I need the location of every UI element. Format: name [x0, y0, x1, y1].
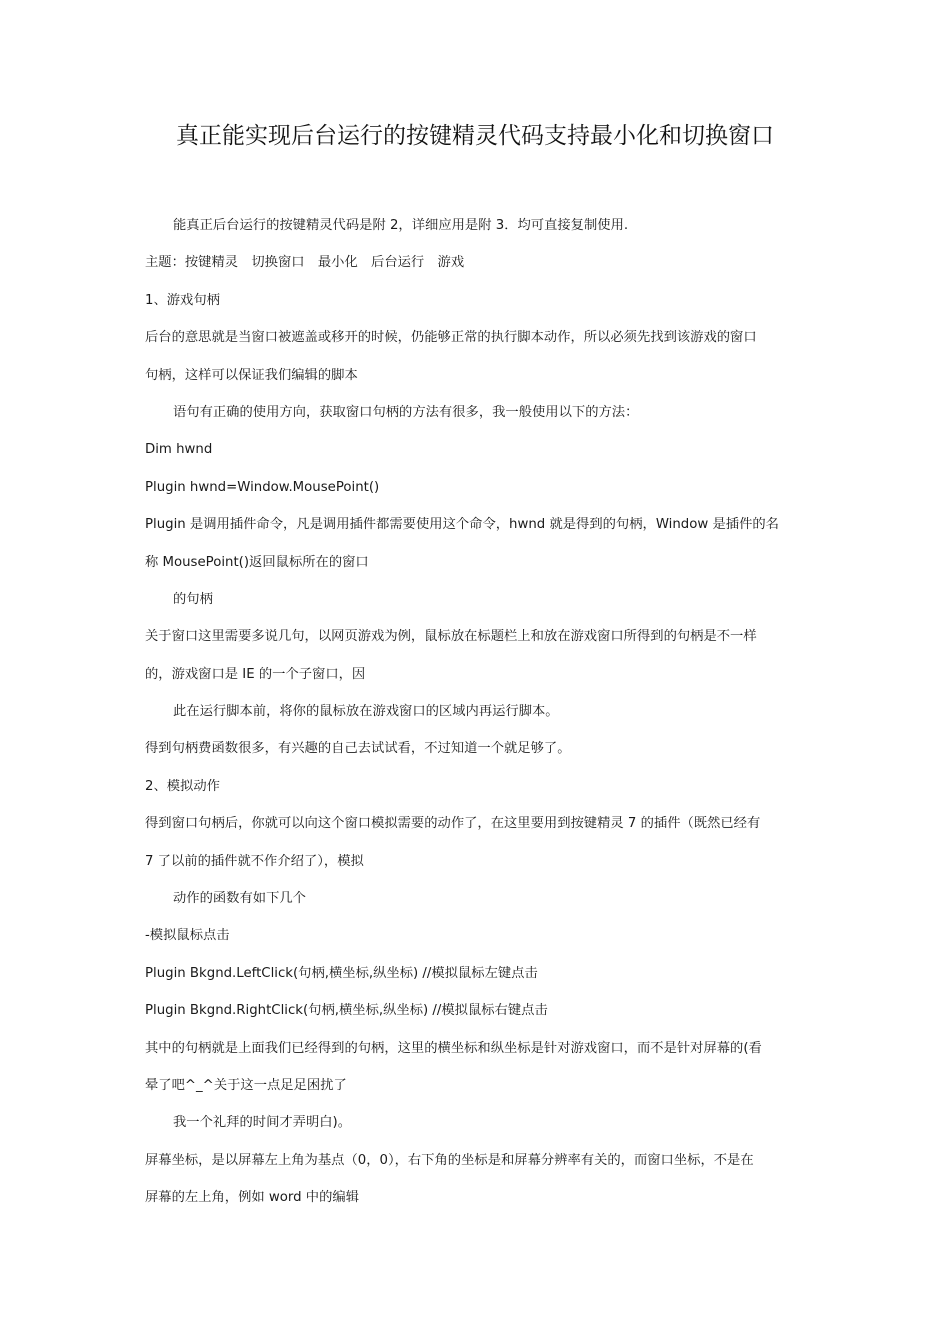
- body-text-line: 句柄，这样可以保证我们编辑的脚本: [145, 367, 358, 383]
- body-text-line: 动作的函数有如下几个: [173, 891, 306, 907]
- body-text-line: 称 MousePoint()返回鼠标所在的窗口: [145, 554, 369, 570]
- body-text-line: -模拟鼠标点击: [145, 928, 230, 944]
- body-text-line: Plugin hwnd=Window.MousePoint(): [145, 479, 380, 495]
- body-text-line: 能真正后台运行的按键精灵代码是附 2，详细应用是附 3．均可直接复制使用.: [173, 218, 629, 233]
- body-text-line: 关于窗口这里需要多说几句，以网页游戏为例，鼠标放在标题栏上和放在游戏窗口所得到的句柄是不一样: [145, 629, 757, 645]
- body-text-line: 主题：按键精灵 切换窗口 最小化 后台运行 游戏: [145, 255, 465, 271]
- body-text-line: Plugin Bkgnd.RightClick(句柄,横坐标,纵坐标) //模拟鼠标右键点击: [145, 1003, 548, 1019]
- body-text-line: 我一个礼拜的时间才弄明白)。: [173, 1115, 352, 1131]
- body-text-line: 晕了吧^_^关于这一点足足困扰了: [145, 1077, 347, 1093]
- body-text-line: 屏幕的左上角，例如 word 中的编辑: [145, 1190, 359, 1206]
- document-body: [145, 207, 813, 1217]
- body-text-line: Plugin 是调用插件命令，凡是调用插件都需要使用这个命令，hwnd 就是得到的句柄，Window 是插件的名: [145, 517, 779, 533]
- body-text-line: 7 了以前的插件就不作介绍了），模拟: [145, 853, 364, 869]
- body-text-line: 的句柄: [173, 591, 213, 607]
- body-text-line: 其中的句柄就是上面我们已经得到的句柄，这里的横坐标和纵坐标是针对游戏窗口，而不是针对屏幕的(看: [145, 1040, 762, 1056]
- body-text-line: 语句有正确的使用方向，获取窗口句柄的方法有很多，我一般使用以下的方法：: [173, 404, 639, 420]
- body-text-line: 得到窗口句柄后，你就可以向这个窗口模拟需要的动作了，在这里要用到按键精灵 7 的插件（既然已经有: [145, 816, 761, 832]
- body-text-line: 1、游戏句柄: [145, 292, 220, 308]
- body-text-line: 此在运行脚本前，将你的鼠标放在游戏窗口的区域内再运行脚本。: [173, 704, 559, 720]
- body-text-line: 得到句柄费函数很多，有兴趣的自己去试试看，不过知道一个就足够了。: [145, 741, 571, 757]
- body-text-line: 的，游戏窗口是 IE 的一个子窗口，因: [145, 666, 366, 682]
- body-text-line: Dim hwnd: [145, 442, 213, 458]
- document-title: 真正能实现后台运行的按键精灵代码支持最小化和切换窗口: [176, 123, 774, 149]
- body-text-line: 后台的意思就是当窗口被遮盖或移开的时候，仍能够正常的执行脚本动作，所以必须先找到该游戏的窗口: [145, 330, 757, 346]
- body-text-line: 2、模拟动作: [145, 778, 220, 794]
- body-text-line: 屏幕坐标，是以屏幕左上角为基点（0，0），右下角的坐标是和屏幕分辨率有关的，而窗口坐标，不是在: [145, 1152, 754, 1168]
- body-text-line: Plugin Bkgnd.LeftClick(句柄,横坐标,纵坐标) //模拟鼠标左键点击: [145, 965, 538, 981]
